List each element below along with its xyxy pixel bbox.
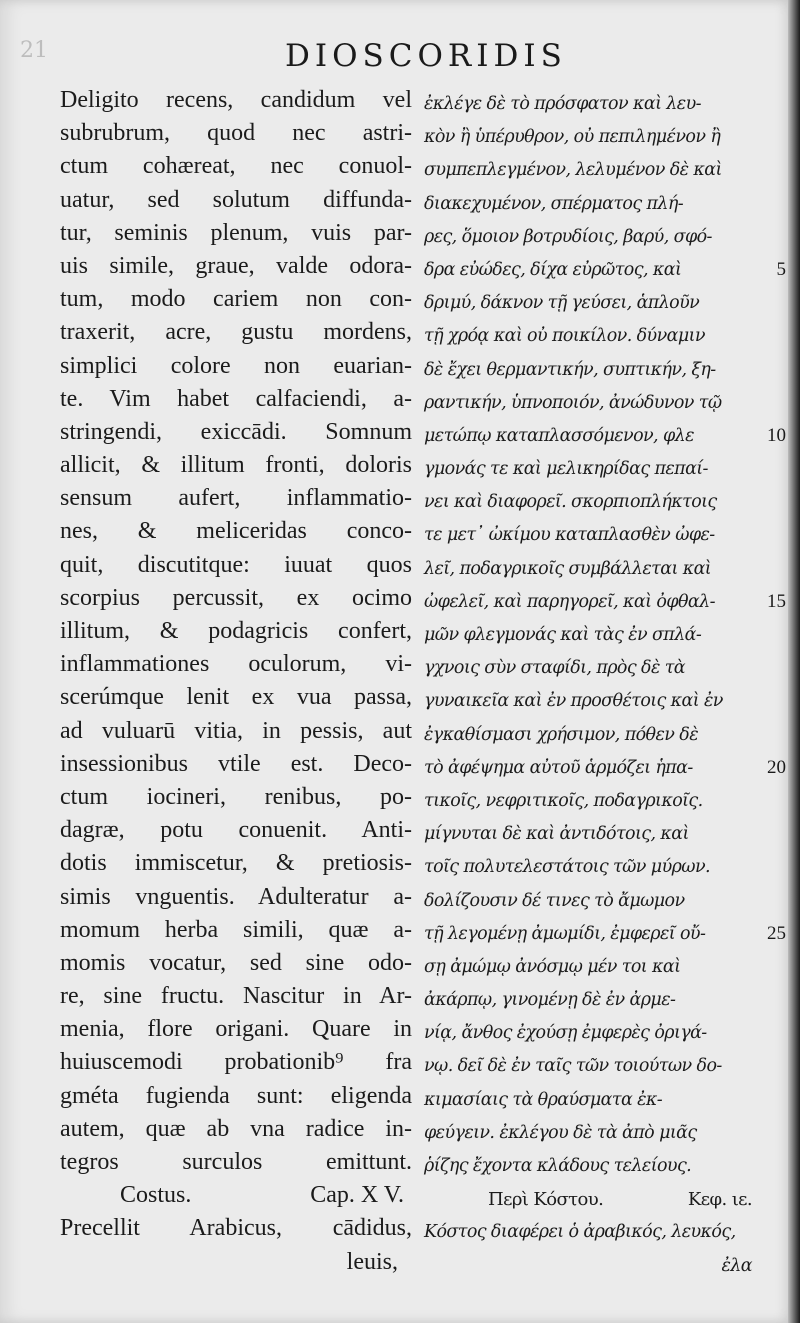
latin-text-line: ad vuluarū vitia, in pessis, aut bbox=[60, 717, 412, 744]
margin-line-number: 5 bbox=[776, 259, 786, 281]
chapter-heading-greek-left: Περὶ Κόστου. bbox=[488, 1189, 604, 1211]
chapter-heading-latin-right: Cap. X V. bbox=[310, 1182, 404, 1209]
latin-text-line: autem, quæ ab vna radice in- bbox=[60, 1115, 412, 1142]
latin-text-line: subrubrum, quod nec astri- bbox=[60, 120, 412, 147]
greek-text-line: δριμύ, δάκνον τῇ γεύσει, ἁπλοῦν bbox=[424, 293, 700, 314]
running-head: DIOSCORIDIS bbox=[285, 38, 567, 74]
page-number: 21 bbox=[20, 38, 48, 63]
latin-text-line: inflammationes oculorum, vi- bbox=[60, 651, 412, 678]
greek-text-line: ἐγκαθίσμασι χρήσιμον, πόθεν δὲ bbox=[424, 724, 698, 745]
greek-text-line: διακεχυμένον, σπέρματος πλή- bbox=[424, 193, 684, 214]
margin-line-number: 15 bbox=[767, 591, 786, 613]
latin-text-line: Deligito recens, candidum vel bbox=[60, 87, 412, 113]
latin-text-line: tur, seminis plenum, vuis par- bbox=[60, 219, 412, 246]
latin-text-line: gméta fugienda sunt: eligenda bbox=[60, 1082, 412, 1109]
latin-text-line: insessionibus vtile est. Deco- bbox=[60, 750, 412, 777]
page-edge-shadow bbox=[788, 0, 800, 1323]
latin-text-line: uatur, sed solutum diffunda- bbox=[60, 186, 412, 213]
margin-line-number: 10 bbox=[767, 425, 786, 447]
latin-text-line: momis vocatur, sed sine odo- bbox=[60, 949, 412, 976]
latin-text-line: menia, flore origani. Quare in bbox=[60, 1016, 412, 1043]
latin-text-line: simplici colore non euarian- bbox=[60, 352, 412, 379]
latin-text-line: te. Vim habet calfaciendi, a- bbox=[60, 385, 412, 412]
latin-text-line: sensum aufert, inflammatio- bbox=[60, 485, 412, 512]
chapter-heading-greek bbox=[424, 1183, 766, 1216]
greek-text-line: δολίζουσιν δέ τινες τὸ ἄμωμον bbox=[424, 890, 685, 911]
greek-text-line: ἐκλέγε δὲ τὸ πρόσφατον καὶ λευ- bbox=[424, 94, 701, 114]
greek-text-line: μίγνυται δὲ καὶ ἀντιδότοις, καὶ bbox=[424, 824, 689, 845]
latin-text-line: Precellit Arabicus, cādidus, bbox=[60, 1215, 412, 1242]
greek-text-line: κιμασίαις τὰ θραύσματα ἐκ- bbox=[424, 1089, 663, 1110]
latin-text-line: huiuscemodi probationib⁹ fra bbox=[60, 1049, 412, 1076]
latin-text-line: illitum, & podagricis confert, bbox=[60, 618, 412, 644]
latin-text-line: dotis immiscetur, & pretiosis- bbox=[60, 850, 412, 877]
greek-text-line: γμονάς τε καὶ μελικηρίδας πεπαί- bbox=[424, 459, 708, 480]
margin-line-number: 25 bbox=[767, 923, 786, 945]
greek-text-line: γχνοις σὺν σταφίδι, πρὸς δὲ τὰ bbox=[424, 658, 686, 679]
greek-text-line: σῃ ἀμώμῳ ἀνόσμῳ μέν τοι καὶ bbox=[424, 956, 681, 977]
latin-text-line: uis simile, graue, valde odora- bbox=[60, 252, 412, 279]
greek-text-line: γυναικεῖα καὶ ἐν προσθέτοις καὶ ἐν bbox=[424, 691, 723, 712]
greek-text-line: ἀκάρπῳ, γινομένῃ δὲ ἐν ἀρμε- bbox=[424, 990, 676, 1011]
latin-text-line: allicit, & illitum fronti, doloris bbox=[60, 452, 412, 479]
greek-text-line: Κόστος διαφέρει ὁ ἀραβικός, λευκός, bbox=[424, 1222, 736, 1243]
chapter-heading-greek-right: Κεφ. ιε. bbox=[687, 1189, 752, 1211]
latin-text-line: quit, discutitque: iuuat quos bbox=[60, 551, 412, 578]
latin-text-line: tum, modo cariem non con- bbox=[60, 286, 412, 313]
greek-text-line: ῥίζης ἔχοντα κλάδους τελείους. bbox=[424, 1156, 692, 1176]
latin-text-line: simis vnguentis. Adulteratur a- bbox=[60, 883, 412, 910]
margin-line-number: 20 bbox=[767, 757, 786, 779]
greek-text-line: μῶν φλεγμονάς καὶ τὰς ἐν σπλά- bbox=[424, 625, 702, 645]
latin-text-line: leuis, bbox=[346, 1248, 398, 1275]
greek-text-line: ἐλα bbox=[721, 1255, 752, 1276]
greek-text-line: ραντικήν, ὑπνοποιόν, ἀνώδυνον τῷ bbox=[424, 392, 722, 413]
greek-text-line: ὠφελεῖ, καὶ παρηγορεῖ, καὶ ὀφθαλ- bbox=[424, 591, 715, 612]
latin-text-line: dagræ, potu conuenit. Anti- bbox=[60, 817, 412, 844]
greek-text-line: συμπεπλεγμένον, λελυμένον δὲ καὶ bbox=[424, 160, 722, 181]
greek-text-line: νίᾳ, ἄνθος ἐχούσῃ ἐμφερὲς ὀριγά- bbox=[424, 1023, 707, 1044]
latin-text-column bbox=[60, 84, 412, 1279]
greek-text-line: κὸν ἢ ὑπέρυθρον, οὐ πεπιλημένον ἢ bbox=[424, 127, 721, 148]
greek-text-line: μετώπῳ καταπλασσόμενον, φλε bbox=[424, 425, 694, 446]
latin-text-line: momum herba simili, quæ a- bbox=[60, 916, 412, 943]
greek-text-column bbox=[424, 88, 766, 1283]
greek-text-line: νει καὶ διαφορεῖ. σκορπιοπλήκτοις bbox=[424, 492, 717, 513]
greek-text-line: δρα εὐώδες, δίχα εὐρῶτος, καὶ bbox=[424, 259, 682, 280]
latin-text-line: ctum cohæreat, nec conuol- bbox=[60, 153, 412, 180]
latin-text-line: scorpius percussit, ex ocimo bbox=[60, 584, 412, 611]
greek-text-line: φεύγειν. ἐκλέγου δὲ τὰ ἀπὸ μιᾶς bbox=[424, 1122, 697, 1143]
latin-text-line: stringendi, exiccādi. Somnum bbox=[60, 418, 412, 445]
greek-text-line: ρες, ὅμοιον βοτρυδίοις, βαρύ, σφό- bbox=[424, 226, 712, 247]
latin-text-line: scerúmque lenit ex vua passa, bbox=[60, 684, 412, 711]
greek-text-line: λεῖ, ποδαγρικοῖς συμβάλλεται καὶ bbox=[424, 558, 712, 579]
latin-text-line: re, sine fructu. Nascitur in Ar- bbox=[60, 983, 412, 1010]
chapter-heading-latin bbox=[60, 1179, 412, 1212]
greek-text-line: τὸ ἀφέψημα αὐτοῦ ἁρμόζει ἡπα- bbox=[424, 757, 693, 778]
latin-text-line: ctum iocineri, renibus, po- bbox=[60, 783, 412, 810]
greek-text-line: τῇ χρόᾳ καὶ οὐ ποικίλον. δύναμιν bbox=[424, 326, 705, 347]
latin-text-line: tegros surculos emittunt. bbox=[60, 1149, 412, 1175]
greek-text-line: δὲ ἔχει θερμαντικήν, συπτικήν, ξη- bbox=[424, 359, 716, 380]
greek-text-line: τῇ λεγομένῃ ἀμωμίδι, ἐμφερεῖ οὔ- bbox=[424, 923, 706, 944]
greek-text-line: τικοῖς, νεφριτικοῖς, ποδαγρικοῖς. bbox=[424, 790, 703, 811]
chapter-heading-latin-left: Costus. bbox=[120, 1182, 192, 1209]
greek-text-line: τε μετ᾽ ὠκίμου καταπλασθὲν ὠφε- bbox=[424, 525, 715, 546]
greek-text-line: τοῖς πολυτελεστάτοις τῶν μύρων. bbox=[424, 857, 710, 878]
greek-text-line: νῳ. δεῖ δὲ ἐν ταῖς τῶν τοιούτων δο- bbox=[424, 1056, 722, 1077]
latin-text-line: traxerit, acre, gustu mordens, bbox=[60, 319, 412, 346]
latin-text-line: nes, & meliceridas conco- bbox=[60, 518, 412, 545]
